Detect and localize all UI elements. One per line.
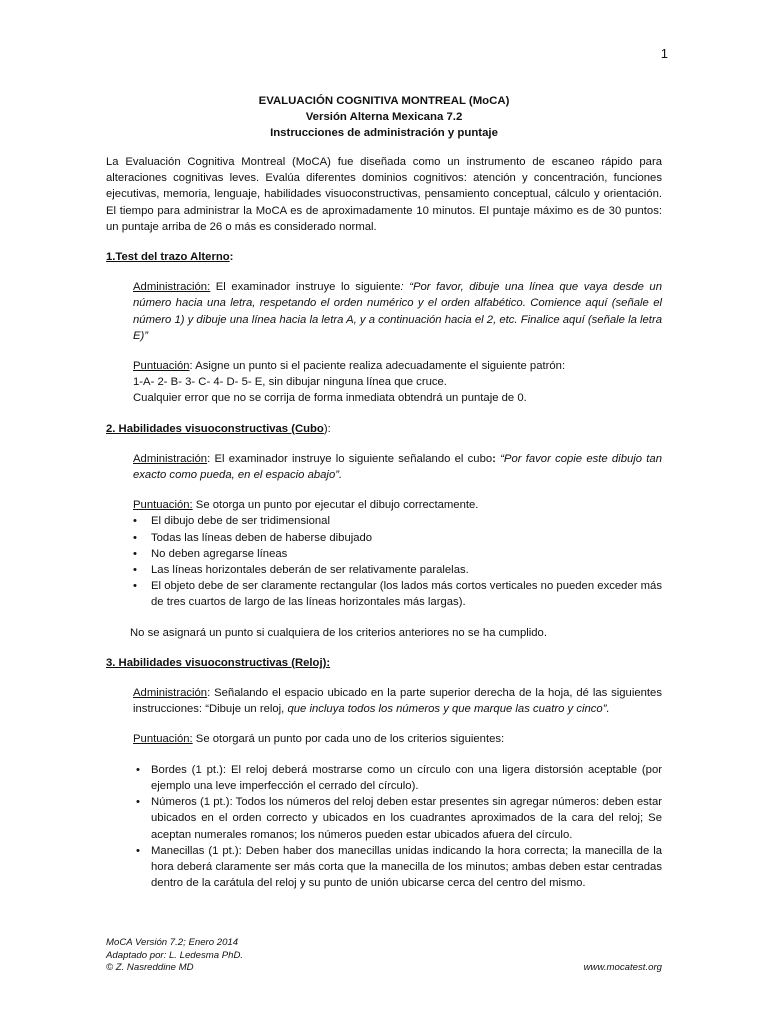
- title-line-1: EVALUACIÓN COGNITIVA MONTREAL (MoCA): [258, 95, 510, 107]
- document-body: [106, 154, 662, 891]
- list-item: • Manecillas (1 pt.): Deben haber dos manecillas unidas indicando la hora correcta; la manecilla de la hora deberá claramente ser más corta que la manecilla de los minutos; ambas deben estar centradas dentro de la carátula del reloj y su punto de unión ubicarse cerca del centro del mismo.: [136, 844, 662, 890]
- list-item: • El objeto debe de ser claramente rectangular (los lados más cortos verticales no pueden exceder más de tres cuartos de largo de las líneas horizontales más largas).: [133, 578, 662, 610]
- section-2-no-point-rule: No se asignará un punto si cualquiera de los criterios anteriores no se ha cumplido.: [130, 626, 547, 639]
- footer-copyright: © Z. Nasreddine MD: [106, 962, 194, 973]
- footer-version: MoCA Versión 7.2; Enero 2014: [106, 937, 239, 948]
- admin-quote: “Por favor copie este dibujo tan exacto como pueda, en el espacio abajo”.: [133, 452, 662, 482]
- score-label: Puntuación:: [133, 499, 193, 512]
- page-number: 1: [660, 46, 668, 61]
- section-2-administration: Administración: El examinador instruye lo siguiente señalando el cubo: “Por favor copie este dibujo tan exacto como pueda, en el espacio abajo”.: [133, 452, 662, 482]
- section-3-criteria-list: [133, 762, 662, 892]
- footer-website: www.mocatest.org: [583, 962, 662, 973]
- admin-label: Administración: [133, 452, 208, 465]
- title-line-3: Instrucciones de administración y puntaje: [270, 127, 498, 139]
- section-1-pattern: 1-A- 2- B- 3- C- 4- D- 5- E, sin dibujar ninguna línea que cruce.: [133, 376, 447, 389]
- title-line-2: Versión Alterna Mexicana 7.2: [305, 111, 463, 123]
- section-1-heading: 1.Test del trazo Alterno:: [106, 251, 234, 264]
- admin-label: Administración: [133, 687, 208, 700]
- list-item: • Números (1 pt.): Todos los números del reloj deben estar presentes sin agregar números: deben estar ubicados en el orden correcto y ubicados en los cuadrantes aproximados de la cara del reloj; Se aceptan numerales romanos; los números pueden estar ubicados afuera del círculo.: [136, 796, 662, 841]
- score-label: Puntuación: [133, 360, 190, 373]
- admin-quote: “Por favor, dibuje una línea que vaya desde un número hacia una letra, respetando el orden numérico y el orden alfabético. Comience aquí (señale el número 1) y dibuje una línea hacia la letra A, y a continuación hacia el 2, etc. Finalice aquí (señale la letra E)”: [133, 281, 662, 342]
- section-3-heading: 3. Habilidades visuoconstructivas (Reloj):: [106, 656, 331, 669]
- list-item: • Todas las líneas deben de haberse dibujado: [133, 530, 662, 546]
- section-1-error-rule: Cualquier error que no se corrija de forma inmediata obtendrá un puntaje de 0.: [133, 392, 527, 405]
- list-item: • Las líneas horizontales deberán de ser relativamente paralelas.: [133, 562, 662, 578]
- section-2-scoring: Puntuación: Se otorga un punto por ejecutar el dibujo correctamente.: [133, 499, 479, 512]
- section-1-scoring: Puntuación: Asigne un punto si el paciente realiza adecuadamente el siguiente patrón:: [133, 360, 566, 373]
- section-1-administration: Administración: El examinador instruye lo siguiente: “Por favor, dibuje una línea que vaya desde un número hacia una letra, respetando el orden numérico y el orden alfabético. Comience aquí (señale el número 1) y dibuje una línea hacia la letra A, y a continuación hacia el 2, etc. Finalice aquí (señale la letra E)”: [133, 281, 662, 342]
- list-item: • Bordes (1 pt.): El reloj deberá mostrarse como un círculo con una ligera distorsión aceptable (por ejemplo una leve imperfección el cerrado del círculo).: [136, 763, 662, 792]
- section-3-scoring: Puntuación: Se otorgará un punto por cada uno de los criterios siguientes:: [133, 733, 505, 746]
- section-2-criteria-list: [133, 513, 662, 610]
- list-item: • El dibujo debe de ser tridimensional: [133, 513, 662, 529]
- intro-paragraph: La Evaluación Cognitiva Montreal (MoCA) fue diseñada como un instrumento de escaneo rápido para alteraciones cognitivas leves. Evalúa diferentes dominios cognitivos: atención y concentración, funciones ejecutivas, memoria, lenguaje, habilidades visuoconstructivas, pensamiento conceptual, cálculo y orientación. El tiempo para administrar la MoCA es de aproximadamente 10 minutos. El puntaje máximo es de 30 puntos: un puntaje arriba de 26 o más es considerado normal.: [106, 156, 662, 233]
- score-label: Puntuación:: [133, 733, 193, 746]
- list-item: • No deben agregarse líneas: [133, 546, 662, 562]
- page-footer: [106, 937, 662, 975]
- section-3-administration: Administración: Señalando el espacio ubicado en la parte superior derecha de la hoja, dé las siguientes instrucciones: “Dibuje un reloj, que incluya todos los números y que marque las cuatro y cinco”.: [133, 687, 662, 716]
- document-title-block: [0, 93, 768, 141]
- admin-quote: que incluya todos los números y que marque las cuatro y cinco”.: [287, 703, 610, 716]
- section-2-heading: 2. Habilidades visuoconstructivas (Cubo):: [106, 422, 331, 435]
- footer-adapted-by: Adaptado por: L. Ledesma PhD.: [106, 949, 244, 961]
- admin-label: Administración:: [133, 281, 211, 294]
